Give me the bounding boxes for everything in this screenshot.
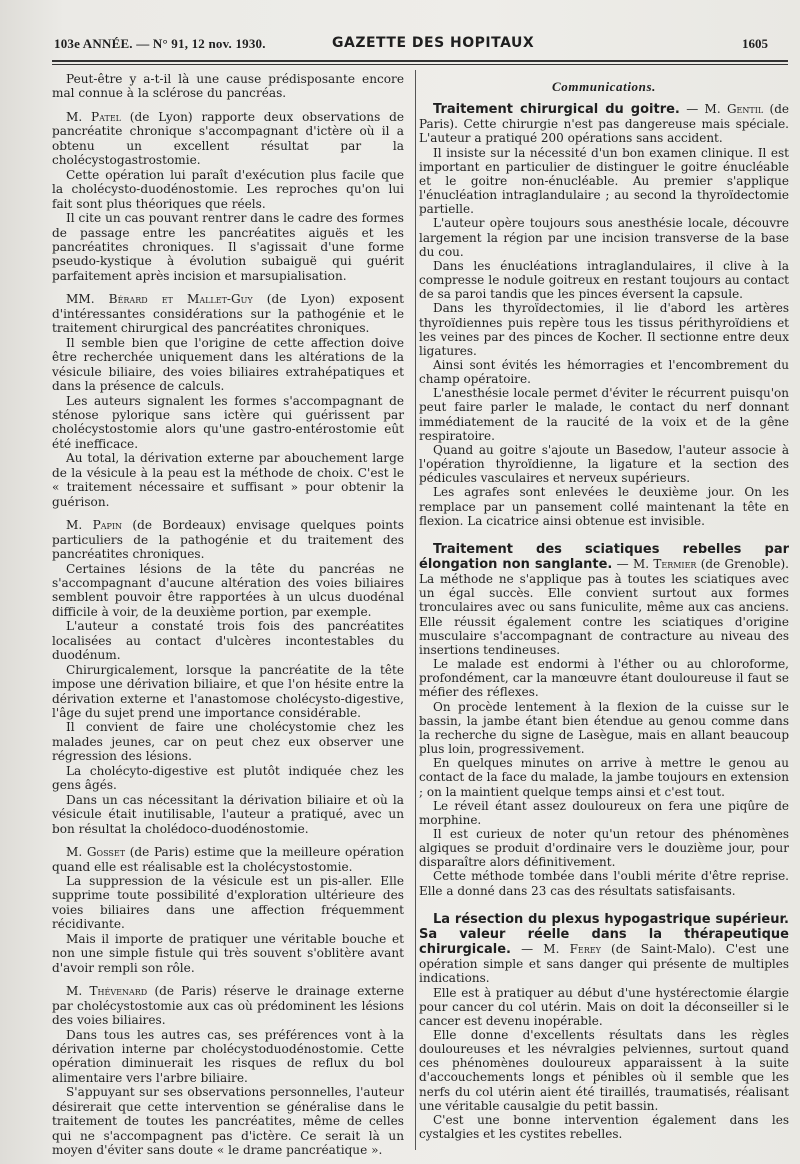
paragraph: Les agrafes sont enlevées le deuxième jour. On les remplace par un pansement collé maintenant la tête en flexion. La cicatrice ainsi obtenue est invisible.	[419, 485, 789, 528]
paragraph: Il convient de faire une cholécystomie chez les malades jeunes, car on peut chez eux observer une régression des lésions.	[52, 720, 404, 764]
paragraph: MM. Bérard et Mallet-Guy (de Lyon) exposent d'intéressantes considérations sur la pathogénie et le traitement chirurgical des pancréatites chroniques.	[52, 292, 404, 336]
paragraph: Ainsi sont évités les hémorragies et l'encombrement du champ opératoire.	[419, 357, 789, 387]
right-column	[419, 80, 789, 1141]
paragraph: Mais il importe de pratiquer une véritable bouche et non une simple fistule qui très souvent s'oblitère avant d'avoir rempli son rôle.	[52, 931, 404, 975]
article-head: Traitement des sciatiques rebelles par élongation non sanglante. — M. Termier (de Grenoble). La méthode ne s'applique pas à toutes les sciatiques avec un égal succès. Elle convient surtout aux formes tronculaires avec ou sans funiculite, même aux cas anciens. Elle réussit également contre les sciatiques d'origine musculaire s'accompagnant de contracture au niveau des insertions tendineuses.	[419, 541, 789, 657]
author-name: M. Papin	[66, 518, 123, 533]
author-name: MM. Bérard et Mallet-Guy	[66, 292, 253, 307]
paragraph: Elle est à pratiquer au début d'une hystérectomie élargie pour cancer du col utérin. Mais on doit la déconseiller si le cancer est devenu inopérable.	[419, 985, 789, 1028]
paragraph: Chirurgicalement, lorsque la pancréatite de la tête impose une dérivation biliaire, et que l'on hésite entre la dérivation externe et l'anastomose cholécysto-digestive, l'âge du sujet prend une importance considérable.	[52, 662, 404, 721]
paragraph: Elle donne d'excellents résultats dans les règles douloureuses et les névralgies pelviennes, surtout quand ces phénomènes douloureux apparaissent à la suite d'accouchements longs et pénibles où il semble que les nerfs du col utérin aient été tiraillés, traumatisés, réalisant une véritable causalgie du petit bassin.	[419, 1028, 789, 1113]
article-head: Traitement chirurgical du goitre. — M. Gentil (de Paris). Cette chirurgie n'est pas dangereuse mais spéciale. L'auteur a pratiqué 200 opérations sans accident.	[419, 102, 789, 146]
author-name: M. Gosset	[66, 845, 126, 860]
paragraph: L'anesthésie locale permet d'éviter le récurrent puisqu'on peut faire parler le malade, le contact du nerf donnant immédiatement de la raucité de la voix et de la gêne respiratoire.	[419, 386, 789, 443]
section-title: Communications.	[552, 79, 656, 94]
author-name: M. Ferey	[543, 942, 601, 957]
paragraph: L'auteur a constaté trois fois des pancréatites localisées au contact d'ulcères incontestables du duodénum.	[52, 619, 404, 663]
paragraph: Le malade est endormi à l'éther ou au chloroforme, profondément, car la manœuvre étant douloureuse il faut se méfier des réflexes.	[419, 657, 789, 700]
paragraph: La suppression de la vésicule est un pis-aller. Elle supprime toute possibilité d'exploration ultérieure des voies biliaires dans une affection fréquemment récidivante.	[52, 874, 404, 932]
paragraph: Les auteurs signalent les formes s'accompagnant de sténose pylorique sans ictère qui guérissent par cholécystostomie alors qu'une gastro-entérostomie eût été inefficace.	[52, 393, 404, 451]
author-name: M. Thévenard	[66, 984, 148, 999]
paragraph: Certaines lésions de la tête du pancréas ne s'accompagnant d'aucune altération des voies biliaires semblent pouvoir être rapportées à un ulcus duodénal difficile à voir, de la deuxième portion, par exemple.	[52, 561, 404, 619]
paragraph: Dans un cas nécessitant la dérivation biliaire et où la vésicule était inutilisable, l'auteur a pratiqué, avec un bon résultat la cholédoco-duodénostomie.	[52, 792, 404, 836]
paragraph: Cette opération lui paraît d'exécution plus facile que la cholécysto-duodénostomie. Les reproches qu'on lui fait sont plus théoriques que réels.	[52, 167, 404, 211]
paragraph: En quelques minutes on arrive à mettre le genou au contact de la face du malade, la jambe toujours en extension ; on la maintient quelque temps ainsi et c'est tout.	[419, 756, 789, 799]
paragraph: C'est une bonne intervention également dans les cystalgies et les cystites rebelles.	[419, 1112, 789, 1142]
header-rule-thin	[52, 64, 788, 65]
paragraph: Quand au goitre s'ajoute un Basedow, l'auteur associe à l'opération thyroïdienne, la ligature et la section des pédicules vasculaires et nerveux supérieurs.	[419, 442, 789, 486]
column-divider	[415, 70, 416, 1150]
paragraph: On procède lentement à la flexion de la cuisse sur le bassin, la jambe étant bien étendue au genou comme dans la recherche du signe de Lasègue, mais en allant beaucoup plus loin, progressivement.	[419, 699, 789, 757]
paragraph: M. Papin (de Bordeaux) envisage quelques points particuliers de la pathogénie et du traitement des pancréatites chroniques.	[52, 518, 404, 562]
paragraph: Il insiste sur la nécessité d'un bon examen clinique. Il est important en particulier de distinguer le goitre énucléable et le goitre non-énucléable. Au premier s'applique l'énucléation intraglandulaire ; au second la thyroïdectomie partielle.	[419, 145, 789, 217]
article-title: Traitement chirurgical du goitre.	[433, 102, 680, 118]
author-name: M. Termier	[632, 557, 697, 571]
article-title: La résection du plexus hypogastrique supérieur. Sa valeur réelle dans la thérapeutique chirurgicale.	[419, 911, 789, 958]
paragraph: S'appuyant sur ses observations personnelles, l'auteur désirerait que cette intervention se généralise dans le traitement de toutes les pancréatites, même de celles qui ne s'accompagnent pas d'ictère. Ce serait là un moyen d'éviter sans doute « le drame pancréatique ».	[52, 1085, 404, 1158]
issue-info: 103e ANNÉE. — N° 91, 12 nov. 1930.	[54, 36, 266, 51]
paragraph: Cette méthode tombée dans l'oubli mérite d'être reprise. Elle a donné dans 23 cas des résultats satisfaisants.	[419, 869, 789, 898]
paragraph: Il est curieux de noter qu'un retour des phénomènes algiques se produit d'ordinaire vers le douzième jour, pour disparaître alors définitivement.	[419, 826, 789, 870]
paragraph: Dans tous les autres cas, ses préférences vont à la dérivation interne par cholécystoduodénostomie. Cette opération diminuerait les risques de reflux du bol alimentaire vers l'arbre biliaire.	[52, 1027, 404, 1085]
paragraph: La cholécyto-digestive est plutôt indiquée chez les gens âgés.	[52, 763, 404, 793]
paragraph: M. Gosset (de Paris) estime que la meilleure opération quand elle est réalisable est la cholécystostomie.	[52, 845, 405, 874]
article-title: Traitement des sciatiques rebelles par élongation non sanglante.	[419, 541, 789, 572]
paragraph: M. Patel (de Lyon) rapporte deux observations de pancréatite chronique s'accompagnant d'ictère où il a obtenu un excellent résultat par la cholécystogastrostomie.	[52, 109, 405, 168]
paragraph: L'auteur opère toujours sous anesthésie locale, découvre largement la région par une incision transverse de la base du cou.	[419, 216, 789, 259]
page-header	[50, 30, 788, 62]
paragraph: Au total, la dérivation externe par abouchement large de la vésicule à la peau est la méthode de choix. C'est le « traitement nécessaire et suffisant » pour obtenir la guérison.	[52, 451, 404, 509]
paragraph: Il semble bien que l'origine de cette affection doive être recherchée uniquement dans les altérations de la vésicule biliaire, des voies biliaires extrahépatiques et dans la présence de calculs.	[52, 335, 404, 394]
author-name: M. Gentil	[704, 102, 764, 117]
paragraph: Dans les thyroïdectomies, il lie d'abord les artères thyroïdiennes puis repère tous les tissus périthyroïdiens et les veines par des pinces de Kocher. Il sectionne entre deux ligatures.	[419, 301, 789, 358]
author-name: M. Patel	[66, 109, 121, 124]
paragraph: Le réveil étant assez douloureux on fera une piqûre de morphine.	[419, 798, 789, 827]
paragraph: Il cite un cas pouvant rentrer dans le cadre des formes de passage entre les pancréatites aiguës et les pancréatites chroniques. Il s'agissait d'une forme pseudo-kystique à évolution subaiguë qui guérit parfaitement après incision et marsupialisation.	[52, 211, 404, 283]
paragraph: Dans les énucléations intraglandulaires, il clive à la compresse le nodule goitreux en restant toujours au contact de sa paroi tandis que les pinces éversent la capsule.	[419, 258, 789, 302]
header-rule	[52, 60, 788, 62]
page-number: 1605	[742, 36, 768, 51]
publication-title: GAZETTE DES HOPITAUX	[332, 35, 535, 51]
paragraph: M. Thévenard (de Paris) réserve le drainage externe par cholécystostomie aux cas où prédominent les lésions des voies biliaires.	[52, 984, 404, 1028]
left-column	[52, 72, 404, 1158]
paragraph: Peut-être y a-t-il là une cause prédisposante encore mal connue à la sclérose du pancréas.	[52, 72, 404, 101]
article-head: La résection du plexus hypogastrique supérieur. Sa valeur réelle dans la thérapeutique chirurgicale. — M. Ferey (de Saint-Malo). C'est une opération simple et sans danger qui présente de multiples indications.	[419, 911, 789, 986]
